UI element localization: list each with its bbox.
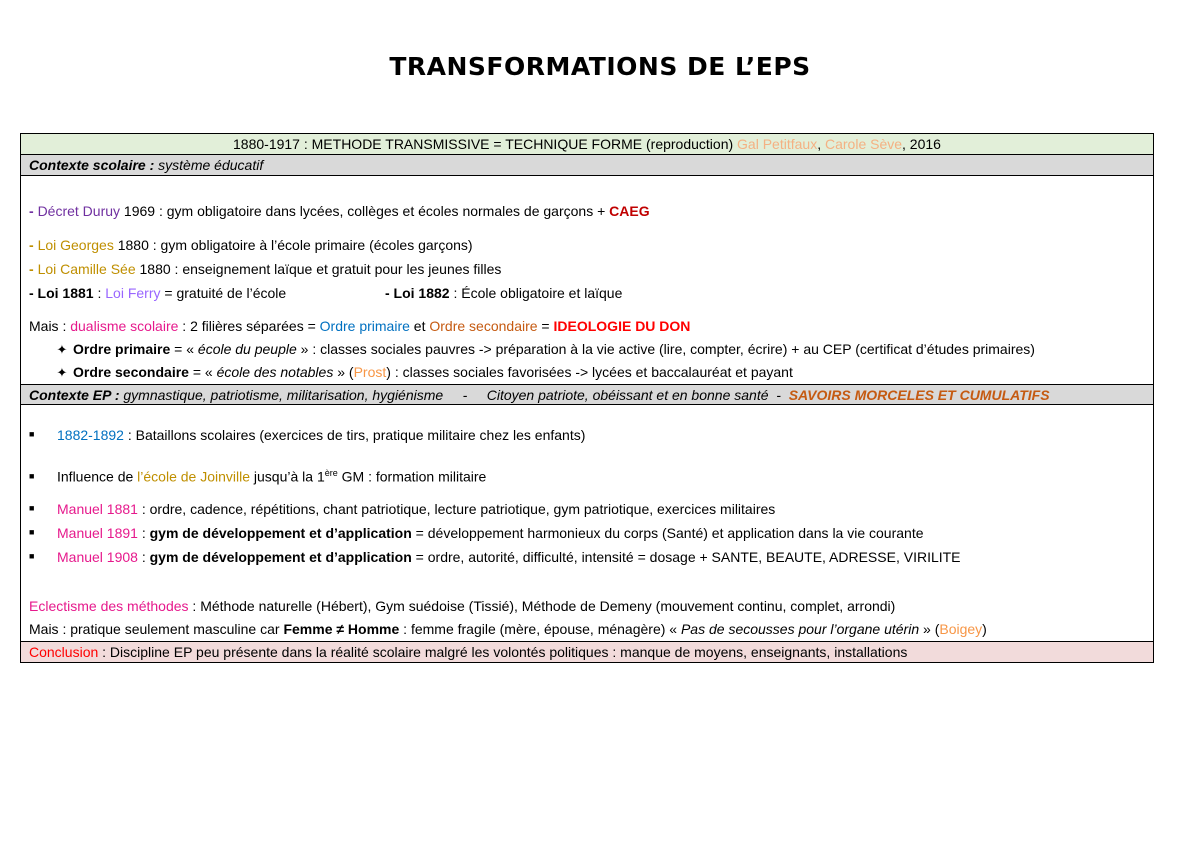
conclusion-label: Conclusion (29, 644, 99, 660)
joinville-mid: jusqu’à la 1 (250, 468, 325, 485)
author-separator: , (817, 136, 825, 152)
eclectisme-text: : Méthode naturelle (Hébert), Gym suédoise (Tissié), Méthode de Demeny (mouvement continu, complet, arrondi) (188, 598, 896, 614)
loi-georges: Loi Georges (37, 237, 114, 253)
boigey: Boigey (939, 621, 983, 637)
joinville-pre: Influence de (57, 468, 138, 485)
joinville-post: GM : formation militaire (337, 468, 487, 485)
gym-developpement-1891: gym de développement et d’application (149, 525, 412, 541)
ecole-des-notables: école des notables (216, 364, 334, 380)
georges-text: 1880 : gym obligatoire à l’école primaire (écoles garçons) (113, 237, 473, 253)
ideologie-du-don: IDEOLOGIE DU DON (553, 318, 691, 334)
loi-1882-line (385, 284, 622, 302)
period-header-text: 1880-1917 : METHODE TRANSMISSIVE = TECHNIQUE FORME (reproduction) (233, 136, 738, 152)
mais-masculine-line (29, 620, 987, 638)
contexte-scolaire-bar (21, 155, 1153, 176)
loi-see-line (29, 260, 501, 278)
mais-eq: = (537, 318, 554, 334)
duruy-text: 1969 : gym obligatoire dans lycées, collèges et écoles normales de garçons + (120, 203, 610, 219)
years-1882-1892: 1882-1892 (57, 427, 124, 443)
square-bullet-icon: ■ (29, 429, 35, 440)
mais-et: et (409, 318, 430, 334)
manuel-1891: Manuel 1891 (57, 525, 138, 541)
mais-dualisme-line (29, 317, 690, 335)
square-bullet-icon: ■ (29, 527, 35, 538)
manuel-1891-text: = développement harmonieux du corps (Santé) et application dans la vie courante (411, 525, 924, 541)
paren-close: ) (982, 621, 987, 637)
bullet-manuel-1891 (29, 524, 924, 543)
ordre-primaire-label: Ordre primaire (73, 341, 171, 357)
ordre-primaire-line (51, 340, 1035, 359)
conclusion-bar (21, 641, 1153, 662)
page-title: TRANSFORMATIONS DE L’EPS (389, 52, 811, 81)
bullet-joinville (29, 464, 486, 487)
mais-start: Mais : (29, 318, 71, 334)
loi-camille-see: Loi Camille Sée (37, 261, 136, 277)
prost: Prost (353, 364, 387, 380)
savoirs-morceles: SAVOIRS MORCELES ET CUMULATIFS (788, 387, 1050, 403)
sep: : (93, 285, 106, 301)
sep: : (137, 525, 150, 541)
contexte-scolaire-label: Contexte scolaire : (29, 157, 155, 173)
decret-duruy: Décret Duruy (37, 203, 121, 219)
dash: - (29, 203, 38, 219)
gym-developpement-1908: gym de développement et d’application (149, 549, 412, 565)
mais2-start: Mais : pratique seulement masculine car (29, 621, 284, 637)
loi-georges-line (29, 236, 473, 254)
eclectisme-label: Eclectisme des méthodes (29, 598, 189, 614)
ordre-primaire-term: Ordre primaire (319, 318, 410, 334)
summary-table (20, 133, 1154, 663)
contexte-ep-bar (21, 384, 1153, 405)
quote-open: = « (188, 364, 217, 380)
superscript: ère (324, 468, 338, 478)
organe-quote: Pas de secousses pour l’organe utérin (680, 621, 920, 637)
eclectisme-line (29, 597, 895, 615)
manuel-1881-text: : ordre, cadence, répétitions, chant patriotique, lecture patriotique, gym patriotique, exercices militaires (137, 501, 776, 517)
contexte-ep-value: gymnastique, patriotisme, militarisation, hygiénisme - Citoyen patriote, obéissant et en bonne santé - (119, 387, 789, 403)
bullet-bataillons (29, 426, 585, 445)
loi-1881-text: = gratuité de l’école (160, 285, 287, 301)
ordre-secondaire-text: ) : classes sociales favorisées -> lycées et baccalauréat et payant (386, 364, 793, 380)
bataillons-text: : Bataillons scolaires (exercices de tirs, pratique militaire chez les enfants) (123, 427, 586, 443)
bullet-manuel-1881 (29, 500, 775, 519)
loi-1881-line (29, 284, 286, 302)
contexte-scolaire-value: système éducatif (154, 157, 264, 173)
author-petitfaux: Gal Petitfaux (737, 136, 818, 152)
quote-close: » ( (919, 621, 940, 637)
mais-mid: : 2 filières séparées = (178, 318, 320, 334)
dash: - (29, 237, 38, 253)
quote-close: » ( (333, 364, 354, 380)
manuel-1908-text: = ordre, autorité, difficulté, intensité = dosage + SANTE, BEAUTE, ADRESSE, VIRILITE (411, 549, 961, 565)
contexte-ep-label: Contexte EP : (29, 387, 120, 403)
manuel-1881: Manuel 1881 (57, 501, 138, 517)
ordre-secondaire-term: Ordre secondaire (429, 318, 538, 334)
dualisme-scolaire: dualisme scolaire (70, 318, 179, 334)
quote-open: = « (170, 341, 198, 357)
star-icon: ✦ (56, 342, 68, 357)
sep: : (137, 549, 150, 565)
ecole-de-joinville: l’école de Joinville (137, 468, 251, 485)
conclusion-text: : Discipline EP peu présente dans la réalité scolaire malgré les volontés politiques : manque de moyens, enseignants, installations (98, 644, 908, 660)
bullet-manuel-1908 (29, 548, 961, 567)
square-bullet-icon: ■ (29, 503, 35, 514)
ordre-secondaire-label: Ordre secondaire (73, 364, 189, 380)
femme-homme: Femme ≠ Homme (283, 621, 400, 637)
dash: - (29, 261, 38, 277)
ecole-du-peuple: école du peuple (197, 341, 297, 357)
loi-1881: - Loi 1881 (29, 285, 94, 301)
header-year: , 2016 (902, 136, 941, 152)
period-header (21, 134, 1153, 155)
loi-1882: - Loi 1882 (385, 285, 450, 301)
star-icon: ✦ (56, 365, 68, 380)
caeg: CAEG (609, 203, 650, 219)
mais2-mid: : femme fragile (mère, épouse, ménagère) « (399, 621, 681, 637)
loi-1882-text: : École obligatoire et laïque (449, 285, 623, 301)
decret-duruy-line (29, 202, 650, 220)
author-seve: Carole Sève (824, 136, 903, 152)
square-bullet-icon: ■ (29, 551, 35, 562)
manuel-1908: Manuel 1908 (57, 549, 138, 565)
see-text: 1880 : enseignement laïque et gratuit pour les jeunes filles (135, 261, 502, 277)
ordre-secondaire-line (51, 363, 793, 382)
loi-ferry: Loi Ferry (105, 285, 161, 301)
square-bullet-icon: ■ (29, 470, 35, 481)
ordre-primaire-text: » : classes sociales pauvres -> préparation à la vie active (lire, compter, écrire) + au CEP (certificat d’études primaires) (296, 341, 1035, 357)
